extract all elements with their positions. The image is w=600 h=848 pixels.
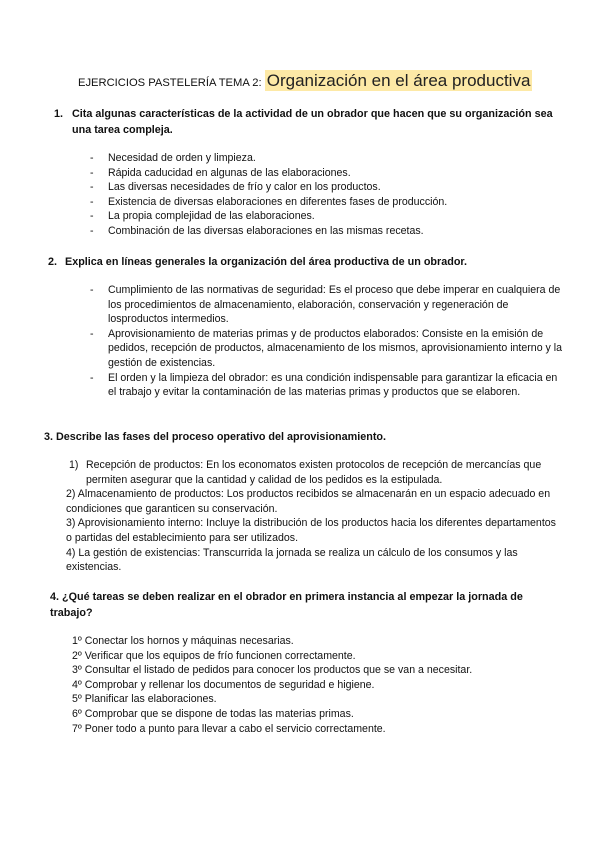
question-3-text: 3. Describe las fases del proceso operativo del aprovisionamiento. <box>44 431 387 443</box>
question-1-text: Cita algunas características de la actividad de un obrador que hacen que su organización sea una tarea compleja. <box>72 108 553 136</box>
question-2 <box>48 255 568 271</box>
list-item: 3º Consultar el listado de pedidos para conocer los productos que se van a necesitar. <box>72 664 473 677</box>
question-2-number: 2. <box>48 256 58 268</box>
list-item: 4) La gestión de existencias: Transcurrida la jornada se realiza un cálculo de los consumos y las existencias. <box>66 546 518 574</box>
list-item: - La propia complejidad de las elaboraciones. <box>90 209 560 224</box>
list-item: - Existencia de diversas elaboraciones en diferentes fases de producción. <box>90 195 560 210</box>
item-number: 1) <box>69 459 79 471</box>
title-highlight: Organización en el área productiva <box>266 71 531 90</box>
list-item: - Necesidad de orden y limpieza. <box>90 151 560 166</box>
question-4-text: 4. ¿Qué tareas se deben realizar en el obrador en primera instancia al empezar la jornada de trabajo? <box>50 591 523 619</box>
question-2-text: Explica en líneas generales la organización del área productiva de un obrador. <box>65 256 468 268</box>
question-2-list <box>90 283 562 400</box>
list-item: - Rápida caducidad en algunas de las elaboraciones. <box>90 166 560 181</box>
question-4-list <box>72 634 552 736</box>
question-3-answers <box>66 458 560 575</box>
list-item: - Aprovisionamiento de materias primas y de productos elaborados: Consiste en la emisión de pedidos, recepción de productos, almacenamiento de los mismos, aprovisionamiento interno y la gestión de existencias. <box>90 327 562 371</box>
list-item: 4º Comprobar y rellenar los documentos de seguridad e higiene. <box>72 678 375 691</box>
list-item <box>66 458 560 487</box>
list-item: 5º Planificar las elaboraciones. <box>72 693 217 706</box>
list-item: 6º Comprobar que se dispone de todas las materias primas. <box>72 707 354 720</box>
list-item: - Cumplimiento de las normativas de seguridad: Es el proceso que debe imperar en cualquiera de los procedimientos de almacenamiento, elaboración, conservación y regeneración de losproductos intermedios. <box>90 283 562 327</box>
item-text: Recepción de productos: En los economatos existen protocolos de recepción de mercancías que permiten asegurar que la cantidad y calidad de los pedidos es la estipulada. <box>86 459 542 486</box>
list-item: 2) Almacenamiento de productos: Los productos recibidos se almacenarán en un espacio adecuado en condiciones que garanticen su conservación. <box>66 488 551 515</box>
list-item: 7º Poner todo a punto para llevar a cabo el servicio correctamente. <box>72 722 386 735</box>
list-item: - Combinación de las diversas elaboraciones en las mismas recetas. <box>90 224 560 239</box>
list-item: - Las diversas necesidades de frío y calor en los productos. <box>90 180 560 195</box>
title-prefix: EJERCICIOS PASTELERÍA TEMA 2: <box>78 77 262 89</box>
list-item: 2º Verificar que los equipos de frío funcionen correctamente. <box>72 649 356 662</box>
page-title <box>78 70 532 94</box>
list-item: 1º Conectar los hornos y máquinas necesarias. <box>72 635 294 647</box>
question-1-number: 1. <box>54 108 64 120</box>
question-1 <box>54 107 569 138</box>
list-item: - El orden y la limpieza del obrador: es una condición indispensable para garantizar la eficacia en el trabajo y evitar la contaminación de las materias primas y productos que se elaboren. <box>90 371 562 400</box>
list-item: 3) Aprovisionamiento interno: Incluye la distribución de los productos hacia los diferentes departamentos o partidas del establecimiento para ser utilizados. <box>66 517 556 544</box>
question-1-list <box>90 151 560 239</box>
